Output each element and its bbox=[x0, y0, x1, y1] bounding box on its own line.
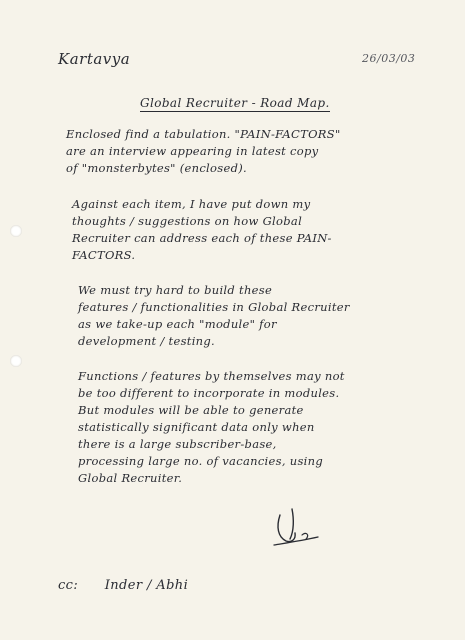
cc-line bbox=[58, 578, 188, 593]
paragraph-line: there is a large subscriber-base, bbox=[78, 437, 277, 451]
paragraph-line: We must try hard to build these bbox=[78, 283, 273, 297]
paragraph-enclosed bbox=[66, 126, 446, 177]
paragraph-line: statistically significant data only when bbox=[78, 420, 315, 434]
paragraph-line: Enclosed find a tabulation. "PAIN-FACTORS" bbox=[66, 127, 341, 141]
paragraph-line: as we take-up each "module" for bbox=[78, 317, 277, 331]
paragraph-line: of "monsterbytes" (enclosed). bbox=[66, 161, 247, 175]
paragraph-line: Global Recruiter. bbox=[78, 471, 183, 485]
paragraph-line: But modules will be able to generate bbox=[78, 403, 304, 417]
author-name: Kartavya bbox=[58, 50, 131, 68]
paragraph-line: features / functionalities in Global Recruiter bbox=[78, 300, 350, 314]
paragraph-line: Recruiter can address each of these PAIN- bbox=[72, 231, 332, 245]
paragraph-line: thoughts / suggestions on how Global bbox=[72, 214, 303, 228]
paragraph-line: Against each item, I have put down my bbox=[72, 197, 311, 211]
paragraph-modules bbox=[78, 368, 458, 487]
punch-hole-bottom bbox=[10, 355, 22, 367]
paragraph-line: be too different to incorporate in modules. bbox=[78, 386, 340, 400]
paragraph-line: processing large no. of vacancies, using bbox=[78, 454, 324, 468]
cc-label: cc: bbox=[58, 578, 79, 593]
cc-recipients: Inder / Abhi bbox=[104, 578, 189, 593]
paragraph-suggestions bbox=[72, 196, 452, 264]
letter-title: Global Recruiter - Road Map. bbox=[140, 96, 330, 110]
paragraph-build-features bbox=[78, 282, 458, 350]
paragraph-line: Functions / features by themselves may not bbox=[78, 369, 345, 383]
punch-hole-top bbox=[10, 225, 22, 237]
paragraph-line: development / testing. bbox=[78, 334, 216, 348]
letter-date: 26/03/03 bbox=[362, 52, 416, 65]
paragraph-line: are an interview appearing in latest copy bbox=[66, 144, 319, 158]
paragraph-line: FACTORS. bbox=[72, 248, 136, 262]
handwritten-signature bbox=[266, 505, 326, 553]
